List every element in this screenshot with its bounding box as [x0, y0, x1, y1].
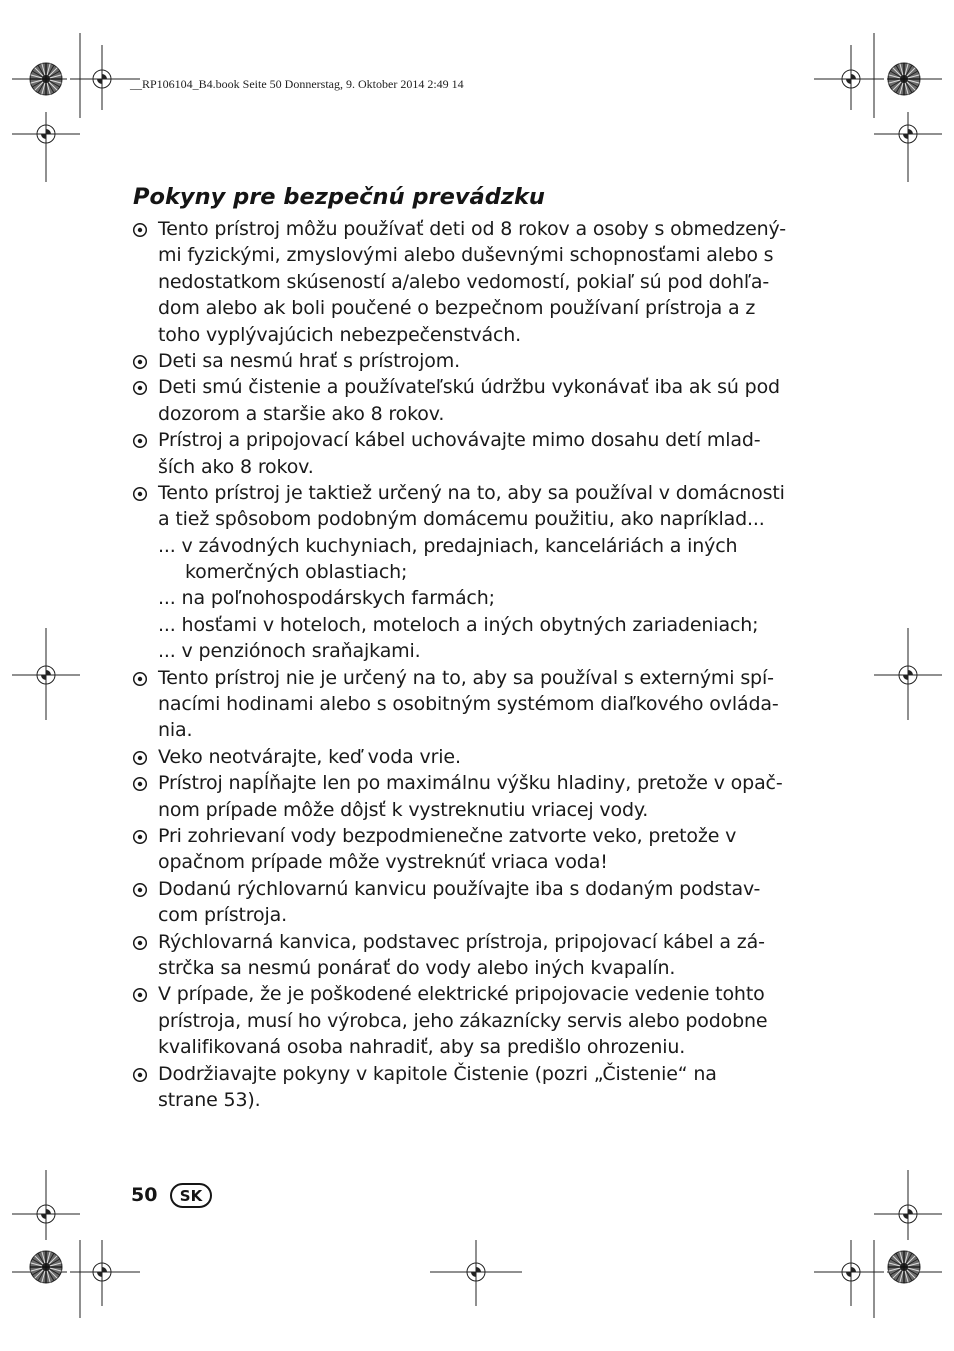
- list-item-text: opačnom prípade môže vystreknúť vriaca voda!: [158, 851, 608, 874]
- list-item-text: nia.: [158, 719, 193, 742]
- list-item: [132, 401, 812, 427]
- list-item-text: ... v závodných kuchyniach, predajniach, kanceláriách a iných: [158, 534, 738, 557]
- list-item-text: Dodržiavajte pokyny v kapitole Čistenie (pozri „Čistenie“ na: [158, 1062, 717, 1085]
- circled-dot-icon: [132, 671, 148, 687]
- crosshair-registration-icon: [33, 662, 59, 688]
- list-item-text: a tiež spôsobom podobným domácemu použitiu, ako napríklad...: [158, 508, 765, 531]
- list-item-text: ... na poľnohospodárskych farmách;: [158, 587, 495, 610]
- list-item-text: ... hosťami v hoteloch, moteloch a iných obytných zariadeniach;: [158, 613, 759, 636]
- circled-dot-icon: [132, 354, 148, 370]
- radial-color-target-icon: [30, 63, 62, 95]
- list-item: [132, 638, 812, 664]
- crosshair-registration-icon: [895, 1201, 921, 1227]
- list-item: [132, 744, 812, 770]
- list-item: [132, 876, 812, 902]
- list-item: [132, 691, 812, 717]
- list-item: [132, 717, 812, 743]
- list-item-text: Tento prístroj je taktiež určený na to, aby sa používal v domácnosti: [158, 481, 785, 504]
- list-item: [132, 1008, 812, 1034]
- list-item: [132, 216, 812, 242]
- list-item-text: kvalifikovaná osoba nahradiť, aby sa predišlo ohrozeniu.: [158, 1036, 686, 1059]
- radial-color-target-icon: [888, 1251, 920, 1283]
- language-badge: SK: [170, 1183, 212, 1208]
- list-item-text: Pri zohrievaní vody bezpodmienečne zatvorte veko, pretože v: [158, 824, 737, 847]
- crosshair-registration-icon: [33, 121, 59, 147]
- list-item-text: prístroja, musí ho výrobca, jeho zákaznícky servis alebo podobne: [158, 1009, 768, 1032]
- list-item: [132, 1061, 812, 1087]
- list-item: [132, 374, 812, 400]
- list-item: [132, 533, 812, 559]
- crosshair-registration-icon: [838, 66, 864, 92]
- list-item: [132, 427, 812, 453]
- list-item: [132, 849, 812, 875]
- page-number: 50: [131, 1184, 158, 1206]
- crosshair-registration-icon: [895, 121, 921, 147]
- list-item-text: Dodanú rýchlovarnú kanvicu používajte iba s dodaným podstav-: [158, 877, 761, 900]
- list-item: [132, 665, 812, 691]
- list-item: [132, 797, 812, 823]
- crosshair-registration-icon: [89, 66, 115, 92]
- radial-color-target-icon: [888, 63, 920, 95]
- circled-dot-icon: [132, 935, 148, 951]
- circled-dot-icon: [132, 380, 148, 396]
- list-item: [132, 348, 812, 374]
- list-item-text: Deti sa nesmú hrať s prístrojom.: [158, 349, 460, 372]
- circled-dot-icon: [132, 882, 148, 898]
- list-item: [132, 269, 812, 295]
- list-item-text: ších ako 8 rokov.: [158, 455, 314, 478]
- circled-dot-icon: [132, 222, 148, 238]
- list-item-text: Deti smú čistenie a používateľskú údržbu vykonávať iba ak sú pod: [158, 376, 780, 399]
- list-item-text: Prístroj a pripojovací kábel uchovávajte mimo dosahu detí mlad-: [158, 429, 761, 452]
- list-item: [132, 295, 812, 321]
- list-item-text: Prístroj napĺňajte len po maximálnu výšku hladiny, pretože v opač-: [158, 772, 783, 795]
- list-item-text: dozorom a staršie ako 8 rokov.: [158, 402, 445, 425]
- list-item: [132, 929, 812, 955]
- list-item: [132, 585, 812, 611]
- list-item-text: Tento prístroj nie je určený na to, aby sa používal s externými spí-: [158, 666, 774, 689]
- list-item-text: strčka sa nesmú ponárať do vody alebo iných kvapalín.: [158, 956, 676, 979]
- list-item: [132, 955, 812, 981]
- list-item-text: komerčných oblastiach;: [185, 561, 408, 584]
- list-item: [132, 559, 812, 585]
- circled-dot-icon: [132, 486, 148, 502]
- list-item-text: ... v penziónoch sraňajkami.: [158, 640, 421, 663]
- list-item: [132, 981, 812, 1007]
- circled-dot-icon: [132, 776, 148, 792]
- list-item: [132, 242, 812, 268]
- list-item: [132, 506, 812, 532]
- print-header: __RP106104_B4.book Seite 50 Donnerstag, 9. Oktober 2014 2:49 14: [130, 77, 464, 91]
- circled-dot-icon: [132, 433, 148, 449]
- list-item-text: V prípade, že je poškodené elektrické pripojovacie vedenie tohto: [158, 983, 765, 1006]
- list-item-text: mi fyzickými, zmyslovými alebo duševnými schopnosťami alebo s: [158, 244, 774, 267]
- list-item-text: nacími hodinami alebo s osobitným systémom diaľkového ovláda-: [158, 693, 779, 716]
- crosshair-registration-icon: [89, 1259, 115, 1285]
- radial-color-target-icon: [30, 1251, 62, 1283]
- list-item: [132, 1034, 812, 1060]
- circled-dot-icon: [132, 1067, 148, 1083]
- safety-instructions-list: [132, 216, 812, 1113]
- circled-dot-icon: [132, 987, 148, 1003]
- circled-dot-icon: [132, 750, 148, 766]
- section-title: Pokyny pre bezpečnú prevádzku: [133, 184, 545, 210]
- list-item: [132, 1087, 812, 1113]
- list-item-text: Rýchlovarná kanvica, podstavec prístroja, pripojovací kábel a zá-: [158, 930, 765, 953]
- list-item-text: dom alebo ak boli poučené o bezpečnom používaní prístroja a z: [158, 297, 756, 320]
- list-item-text: com prístroja.: [158, 904, 287, 927]
- crosshair-registration-icon: [838, 1259, 864, 1285]
- list-item-text: toho vyplývajúcich nebezpečenstvách.: [158, 323, 522, 346]
- list-item: [132, 823, 812, 849]
- list-item: [132, 480, 812, 506]
- crosshair-registration-icon: [33, 1201, 59, 1227]
- crosshair-registration-icon: [463, 1259, 489, 1285]
- list-item-text: nedostatkom skúseností a/alebo vedomostí, pokiaľ sú pod dohľa-: [158, 270, 770, 293]
- list-item-text: Veko neotvárajte, keď voda vrie.: [158, 745, 461, 768]
- circled-dot-icon: [132, 829, 148, 845]
- crosshair-registration-icon: [895, 662, 921, 688]
- list-item: [132, 770, 812, 796]
- list-item: [132, 902, 812, 928]
- list-item: [132, 454, 812, 480]
- list-item: [132, 322, 812, 348]
- list-item-text: strane 53).: [158, 1088, 261, 1111]
- list-item-text: Tento prístroj môžu používať deti od 8 rokov a osoby s obmedzený-: [158, 218, 787, 240]
- list-item-text: nom prípade môže dôjsť k vystreknutiu vriacej vody.: [158, 798, 649, 821]
- list-item: [132, 612, 812, 638]
